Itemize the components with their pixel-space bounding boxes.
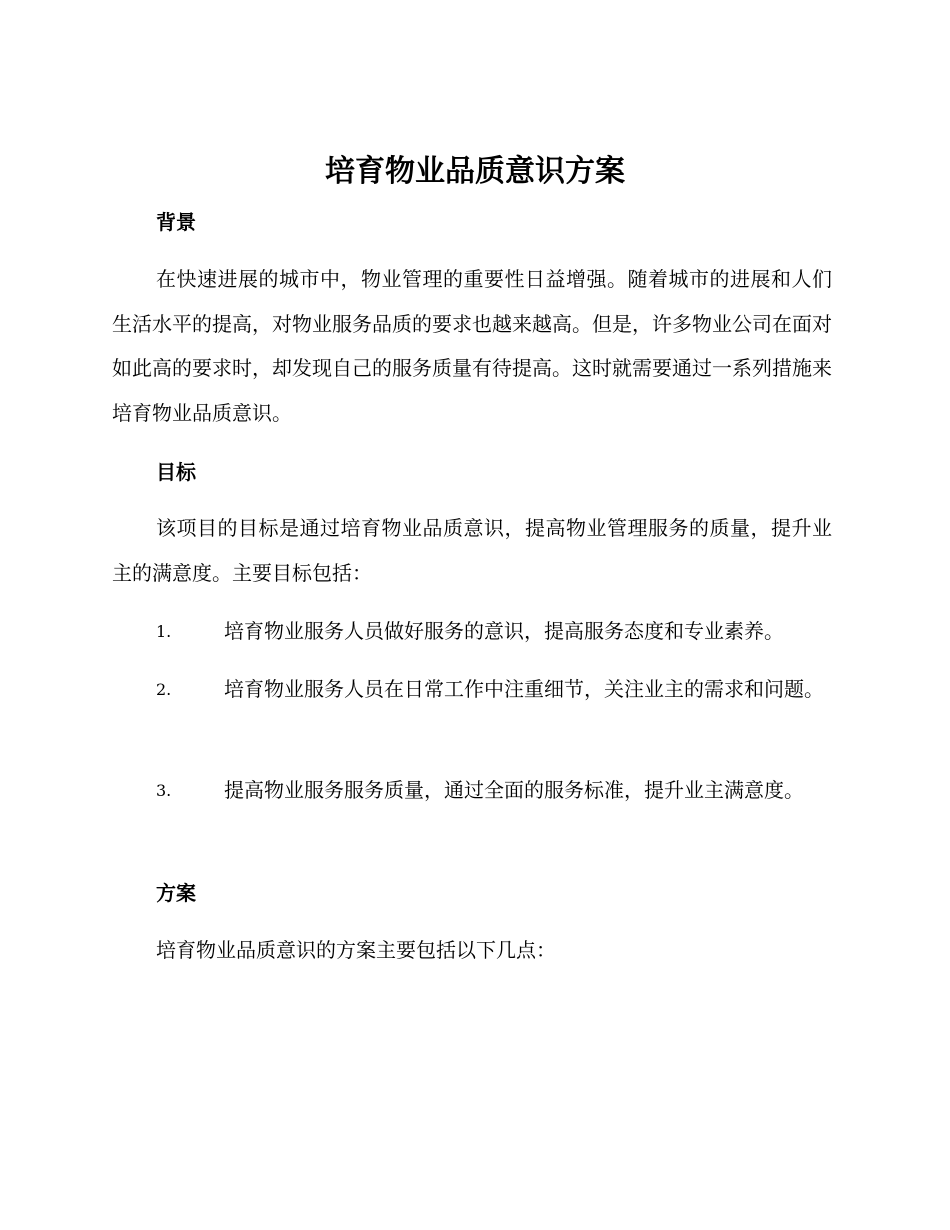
list-item-text: 培育物业服务人员在日常工作中注重细节，关注业主的需求和问题。 [224,677,824,701]
list-item [112,609,834,654]
section-heading-background: 背景 [156,210,196,234]
list-item-text: 培育物业服务人员做好服务的意识，提高服务态度和专业素养。 [224,619,784,643]
section-paragraph-background: 在快速进展的城市中，物业管理的重要性日益增强。随着城市的进展和人们生活水平的提高，对物业服务品质的要求也越来越高。但是，许多物业公司在面对如此高的要求时，却发现自己的服务质量有待提高。这时就需要通过一系列措施来培育物业品质意识。 [112,267,832,425]
section-heading-goals: 目标 [156,460,196,484]
list-item-number: 1. [156,622,172,641]
section-paragraph-goals: 该项目的目标是通过培育物业品质意识，提高物业管理服务的质量，提升业主的满意度。主要目标包括： [112,516,832,585]
list-item-text: 提高物业服务服务质量，通过全面的服务标准，提升业主满意度。 [224,778,804,802]
list-item [112,667,834,712]
list-item [112,768,834,813]
document-title: 培育物业品质意识方案 [325,154,625,189]
section-heading-plan: 方案 [156,881,196,905]
list-item-number: 2. [156,680,172,699]
list-item-number: 3. [156,781,172,800]
section-paragraph-plan: 培育物业品质意识的方案主要包括以下几点： [156,938,556,962]
